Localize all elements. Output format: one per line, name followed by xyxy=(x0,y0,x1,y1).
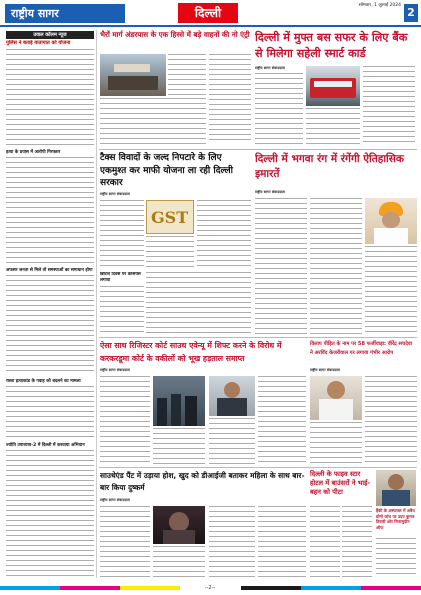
column-text-2 xyxy=(6,157,94,265)
story-tax-headline: टैक्स विवादों के जल्द निपटारे के लिए एकमुश्त कर माफी योजना ला रही दिल्ली सरकार xyxy=(100,153,233,189)
city-title: दिल्ली xyxy=(178,3,238,23)
column-divider xyxy=(96,30,97,578)
column-text-5 xyxy=(6,450,94,576)
column-headline: पुलिस ने बताई यातायात को योजना xyxy=(6,40,71,46)
story-court-byline: राष्ट्रीय सागर संवाददाता xyxy=(100,368,130,372)
story-court-photo xyxy=(153,376,205,426)
footer xyxy=(0,582,421,595)
story-bus-text-1 xyxy=(255,73,303,146)
column-label: उवाल कॉलम न्यूज xyxy=(6,31,94,39)
story-bhagwa-text-3 xyxy=(365,246,417,334)
footer-bar-cyan xyxy=(0,586,60,590)
story-tax-text-4 xyxy=(146,272,251,334)
story-court-text-1 xyxy=(100,376,150,464)
footer-page-marker: --2-- xyxy=(204,585,216,591)
story-court-text-2 xyxy=(153,428,205,464)
story-sidebar-text xyxy=(376,538,416,578)
story-bhagwa-text-2 xyxy=(310,198,362,334)
story-dadi-headline: विलाप पीड़ित के नाम पर 58 फर्जीवाड़ा: वीरेंद्र सचदेवा ने अरविंद केजरीवाल पर लगाया गंभीर आरोप xyxy=(310,341,413,356)
story-pub-photo xyxy=(153,506,205,544)
column-text-1 xyxy=(6,49,94,147)
footer-bar-black xyxy=(241,586,301,590)
story-hotel-headline: दिल्ली के फाइव स्टार होटल में बाउंसरों ने भाई-बहन को पीटा xyxy=(310,470,371,496)
brand-banner: राष्ट्रीय सागर xyxy=(5,4,125,23)
story-bhairon-text-2 xyxy=(100,98,206,144)
column-sub-2: अफसर जनता से मिले तो समस्याओं का समाधान होगा xyxy=(6,268,93,273)
story-tax-text-1 xyxy=(100,200,144,270)
masthead-rule xyxy=(0,25,421,27)
story-small-headline: ब्रिटिश दिवस पर कैसियस लगाया xyxy=(100,272,141,283)
story-dadi-text-1 xyxy=(365,376,417,464)
divider-1 xyxy=(99,149,417,150)
story-pub-text-1 xyxy=(100,506,150,578)
story-bhairon-photo xyxy=(100,54,166,96)
column-text-3 xyxy=(6,275,94,375)
story-dadi-text-2 xyxy=(310,422,362,464)
story-court-headline: ऐसा साथ रिजिस्टर कोर्ट साउथ एवेन्यू में शिफ्ट करने के विरोध में करकरडूमा कोर्ट के वकीलों को भूख हड़ताल समाप्त xyxy=(100,341,282,363)
story-court-text-4 xyxy=(258,376,306,464)
story-bhairon-text-3 xyxy=(209,54,251,144)
footer-bar-yellow xyxy=(120,586,180,590)
divider-2 xyxy=(99,337,417,338)
story-bus-text-3 xyxy=(363,66,415,146)
column-sub-1: हत्या के प्रयास में आरोपी गिरफ्तार xyxy=(6,150,61,155)
gst-graphic: GST xyxy=(146,200,194,234)
dateline: सोमवार, 1 जुलाई 2024 xyxy=(358,3,401,8)
story-tax-text-2 xyxy=(146,236,194,270)
story-pub-byline: राष्ट्रीय सागर संवाददाता xyxy=(100,498,130,502)
story-pub-text-4 xyxy=(258,506,306,578)
story-bhagwa-photo xyxy=(365,198,417,244)
story-bus-byline: राष्ट्रीय सागर संवाददाता xyxy=(255,66,285,70)
story-hotel-photo xyxy=(376,470,416,506)
story-bus-text-2 xyxy=(306,108,360,146)
page-number: 2 xyxy=(404,4,418,22)
story-bus-headline: दिल्ली में मुफ्त बस सफर के लिए बैंक से मिलेगा सहेली स्मार्ट कार्ड xyxy=(255,31,408,60)
story-sidebar-headline: हैंकी के अस्पताल में अवैध प्रोमो जांच पर उदय कुमार तिवारी ओर निजामुदीन ऑफ xyxy=(376,508,415,530)
story-bus-photo xyxy=(306,66,360,106)
story-bhairon-text-1 xyxy=(168,54,206,96)
column-text-4 xyxy=(6,386,94,440)
story-court-portrait xyxy=(209,376,255,416)
story-court-text-3 xyxy=(209,418,255,464)
footer-bar-cyan-2 xyxy=(301,586,361,590)
story-bhagwa-byline: राष्ट्रीय सागर संवाददाता xyxy=(255,190,285,194)
story-bhairon-headline: भैरों मार्ग अंडरपास के एक हिस्से में बड़े वाहनों की नो एंट्री xyxy=(100,30,250,39)
divider-3 xyxy=(99,467,417,468)
story-tax-text-3 xyxy=(197,200,251,270)
story-tax-byline: राष्ट्रीय सागर संवाददाता xyxy=(100,192,130,196)
footer-bar-magenta-2 xyxy=(361,586,421,590)
story-dadi-byline: राष्ट्रीय सागर संवाददाता xyxy=(310,368,340,372)
story-hotel-text-1 xyxy=(310,506,340,578)
footer-bar-magenta xyxy=(60,586,120,590)
masthead xyxy=(0,0,421,26)
story-pub-text-3 xyxy=(209,506,255,578)
column-sub-4: ज्योति उपाध्याय-2 में दिल्ली में करवाया अभियान xyxy=(6,443,85,448)
story-pub-headline: साउथेएंड पैंट में उड़ाया होश, खुद को डीआईजी बताकर महिला के साथ बार-बार किया दुष्कर्म xyxy=(100,471,305,492)
column-sub-3: रास्ता हत्याकांड के गवाह को बदलने का मामला xyxy=(6,379,81,384)
story-dadi-photo xyxy=(310,376,362,420)
story-bhagwa-headline: दिल्ली में भगवा रंग में रंगेंगी ऐतिहासिक इमारतें xyxy=(255,153,404,180)
story-hotel-text-2 xyxy=(342,506,372,578)
story-pub-text-2 xyxy=(153,546,205,578)
story-bhagwa-text-1 xyxy=(255,198,307,334)
story-small-text xyxy=(100,286,144,334)
